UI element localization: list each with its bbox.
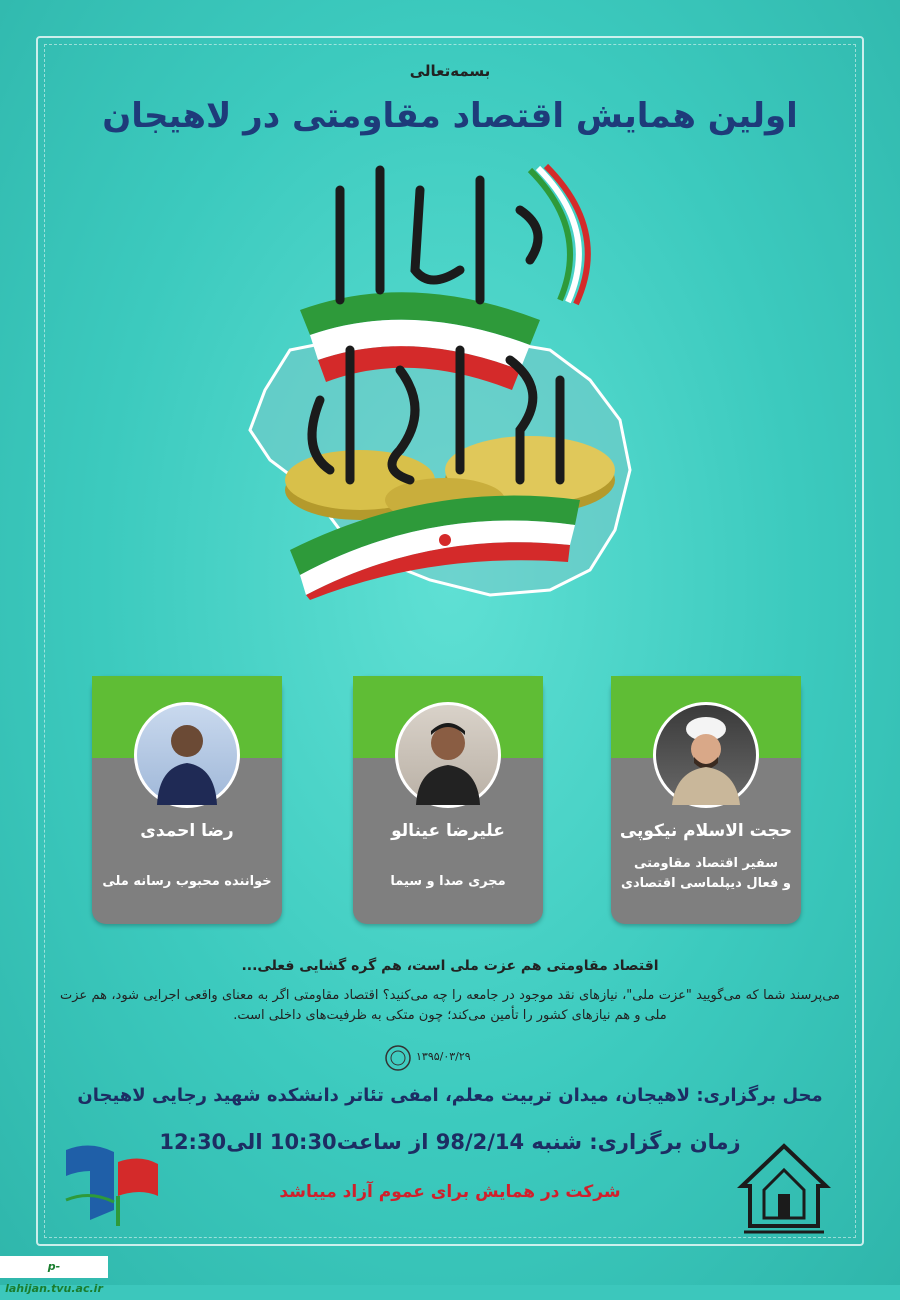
poster-title: اولین همایش اقتصاد مقاومتی در لاهیجان (102, 96, 798, 136)
quote-headline: اقتصاد مقاومتی هم عزت ملی است، هم گره گشایی فعلی... (241, 958, 659, 974)
speaker-name: علیرضا عینالو (391, 821, 505, 841)
person-icon (398, 705, 498, 805)
speaker-photo (395, 702, 501, 808)
person-icon (137, 705, 237, 805)
speaker-card-reza-ahmadi (92, 676, 282, 924)
student-organization-logo-icon (60, 1140, 160, 1232)
speaker-card-alireza-einalou (353, 676, 543, 924)
event-venue: محل برگزاری: لاهیجان، میدان تربیت معلم، امفی تئاتر دانشکده شهید رجایی لاهیجان (77, 1085, 823, 1106)
basmala: بسمه‌تعالی (409, 62, 491, 80)
speaker-role-line: سفیر اقتصاد مقاومتی (633, 856, 779, 871)
speaker-photo (134, 702, 240, 808)
quote-body: می‌پرسند شما که می‌گویید "عزت ملی"، نیازهای نقد موجود در جامعه را چه می‌کنید؟ اقتصاد مقاومتی اگر به معنای واقعی اجرایی شود، هم عزت ملی و هم نیازهای کشور را تأمین می‌کند؛ چون متکی به ظرفیت‌های داخلی است. (60, 988, 840, 1023)
public-note: شرکت در همایش برای عموم آزاد میباشد (279, 1182, 621, 1202)
speaker-role: مجری صدا و سیما (390, 874, 506, 889)
university-logo-icon (734, 1140, 834, 1240)
iran-emblem-icon (439, 534, 451, 546)
event-time: زمان برگزاری: شنبه 98/2/14 از ساعت10:30 الی12:30 (159, 1130, 741, 1154)
leader-seal-icon (384, 1044, 412, 1072)
emblem-illustration (230, 150, 660, 600)
speaker-role-line: و فعال دیپلماسی اقتصادی (621, 876, 791, 891)
speaker-name: حجت الاسلام نیکوپی (619, 821, 793, 841)
speaker-photo (653, 702, 759, 808)
speaker-name: رضا احمدی (140, 821, 234, 841)
speaker-role: خواننده محبوب رسانه ملی (102, 874, 272, 889)
quote-date: ۱۳۹۵/۰۳/۲۹ (416, 1050, 471, 1063)
person-icon (656, 705, 756, 805)
speaker-card-nikoupi (611, 676, 801, 924)
speaker-role (611, 854, 801, 894)
website-url: p-lahijan.tvu.ac.ir (0, 1256, 108, 1278)
